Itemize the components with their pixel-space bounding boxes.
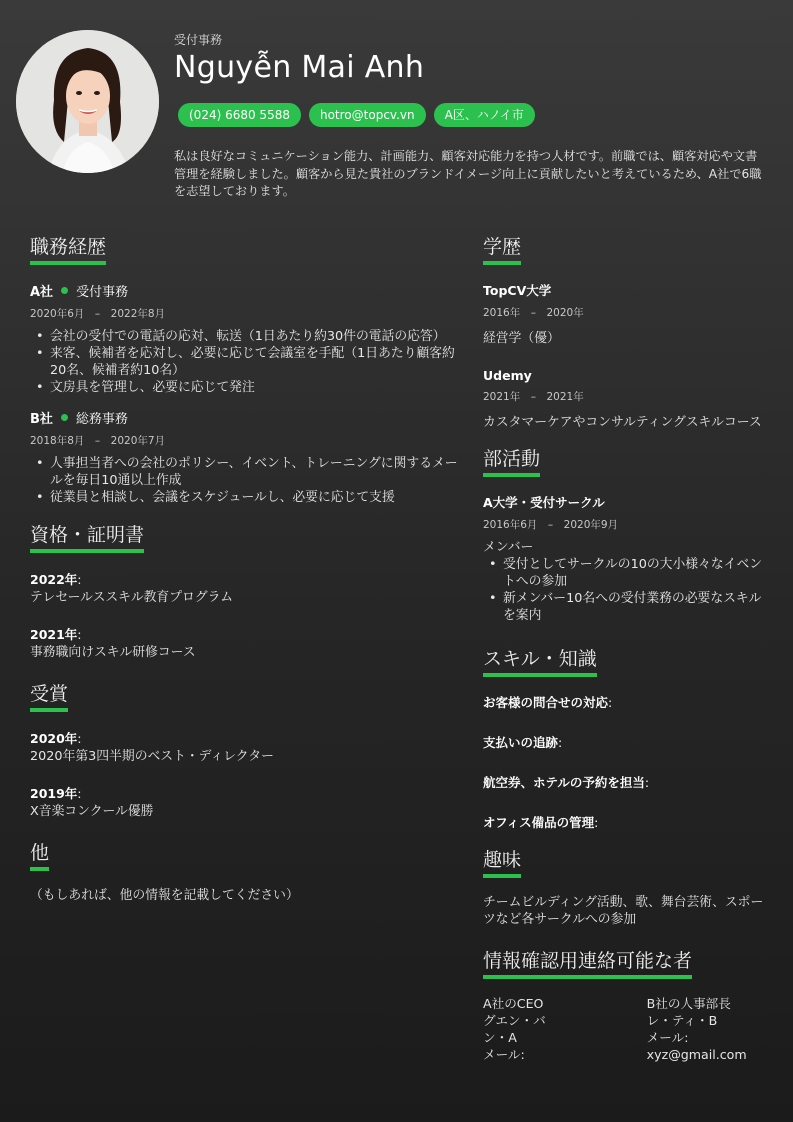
award-year: 2019年 [30, 786, 78, 801]
section-title-skills: スキル・知識 [483, 644, 597, 677]
reference-list [483, 995, 773, 1063]
award-year: 2020年 [30, 731, 78, 746]
reference-item [647, 995, 773, 1063]
skill-item [483, 693, 773, 711]
colon: : [594, 815, 599, 830]
reference-email: メール: xyz@gmail.com [646, 1030, 747, 1062]
work-bullets [30, 455, 460, 506]
company-name: B社 [30, 412, 53, 427]
section-title-references: 情報確認用連絡可能な者 [483, 946, 692, 979]
section-title-awards: 受賞 [30, 679, 68, 712]
skill-item [483, 813, 773, 831]
certs-section [30, 520, 460, 661]
cert-item [30, 624, 460, 661]
award-text: X音楽コンクール優勝 [30, 804, 154, 819]
phone-pill[interactable]: (024) 6680 5588 [178, 103, 301, 127]
education-entry [483, 281, 773, 346]
bullet-item: • 従業員と相談し、会議をスケジュールし、必要に応じて支援 [50, 489, 460, 506]
right-column [483, 232, 773, 1077]
colon: : [644, 775, 650, 790]
work-section [30, 232, 460, 506]
work-period: 2020年6月 – 2022年8月 [30, 308, 166, 320]
colon: : [608, 695, 613, 710]
clubs-section [483, 444, 773, 624]
reference-position: B社の人事部長 [646, 996, 731, 1011]
skill-label: オフィス備品の管理 [483, 815, 595, 830]
education-section [483, 232, 773, 430]
education-period: 2016年 – 2020年 [483, 307, 584, 319]
summary-text: 私は良好なコミュニケーション能力、計画能力、顧客対応能力を持つ人材です。前職では、顧客対応や文書管理を経験しました。顧客から見た貴社のブランドイメージ向上に貢献したいと考えているため、A社で6職を志望しております。 [174, 149, 762, 198]
club-name: A大学・受付サークル [483, 495, 605, 510]
job-title: 受付事務 [174, 33, 223, 47]
club-period: 2016年6月 – 2020年9月 [483, 519, 619, 531]
address-pill[interactable]: A区、ハノイ市 [434, 103, 535, 127]
left-column [30, 232, 460, 918]
bullet-item: • 新メンバー10名への受付業務の必要なスキルを案内 [503, 590, 773, 624]
role-name: 受付事務 [76, 285, 129, 300]
school-name: TopCV大学 [483, 283, 552, 298]
awards-section [30, 679, 460, 820]
section-title-education: 学歴 [483, 232, 521, 265]
colon: : [77, 732, 82, 747]
cert-item [30, 569, 460, 606]
work-bullets [30, 328, 460, 396]
profile-photo-illustration [16, 30, 159, 173]
references-section [483, 946, 773, 1063]
skill-label: 航空券、ホテルの予約を担当 [483, 775, 645, 790]
cert-year: 2021年 [30, 627, 78, 642]
other-text: （もしあれば、他の情報を記載してください） [30, 888, 299, 903]
award-item [30, 728, 460, 765]
skill-item [483, 773, 773, 791]
colon: : [77, 628, 82, 643]
dot-icon [61, 414, 68, 421]
role-name: 総務事務 [75, 412, 128, 427]
work-period: 2018年8月 – 2020年7月 [30, 435, 166, 447]
dot-icon [61, 287, 68, 294]
cert-text: 事務職向けスキル研修コース [30, 645, 196, 660]
school-name: Udemy [483, 368, 532, 383]
education-entry [483, 368, 773, 430]
cert-year: 2022年 [30, 572, 78, 587]
colon: : [558, 735, 563, 750]
section-title-hobbies: 趣味 [483, 845, 521, 878]
skill-label: お客様の問合せの対応 [483, 695, 609, 710]
colon: : [77, 573, 82, 588]
company-name: A社 [30, 285, 54, 300]
section-title-clubs: 部活動 [483, 444, 540, 477]
education-period: 2021年 – 2021年 [483, 391, 584, 403]
bullet-item: • 受付としてサークルの10の大小様々なイベントへの参加 [503, 556, 773, 590]
education-major: 経営学（優） [483, 331, 560, 346]
award-item [30, 783, 460, 820]
email-pill[interactable]: hotro@topcv.vn [309, 103, 426, 127]
club-bullets [483, 556, 773, 624]
skills-section [483, 644, 773, 831]
work-entry [30, 281, 460, 396]
hobbies-section [483, 845, 773, 928]
reference-position: A社のCEO [483, 996, 544, 1011]
skill-label: 支払いの追跡 [483, 735, 559, 750]
cert-text: テレセールススキル教育プログラム [30, 590, 234, 605]
reference-email: メール: [483, 1047, 525, 1062]
work-entry [30, 408, 460, 506]
candidate-name: Nguyễn Mai Anh [174, 50, 425, 85]
resume-header [0, 0, 793, 215]
section-title-other: 他 [30, 838, 49, 871]
profile-photo [16, 30, 159, 173]
bullet-item: • 来客、候補者を応対し、必要に応じて会議室を手配（1日あたり顧客約20名、候補者約10名） [50, 345, 460, 379]
contact-pills [178, 103, 535, 127]
bullet-item: • 文房具を管理し、必要に応じて発注 [50, 379, 460, 396]
hobbies-text: チームビルディング活動、歌、舞台芸術、スポーツなど各サークルへの参加 [483, 895, 764, 927]
award-text: 2020年第3四半期のベスト・ディレクター [30, 749, 274, 764]
other-section [30, 838, 460, 904]
colon: : [77, 787, 82, 802]
reference-name: レ・ティ・B [646, 1013, 718, 1028]
skill-item [483, 733, 773, 751]
reference-item [483, 995, 567, 1063]
reference-name: グエン・バン・A [483, 1013, 546, 1045]
bullet-item: • 会社の受付での電話の応対、転送（1日あたり約30件の電話の応答） [50, 328, 460, 345]
club-role: メンバー [483, 540, 534, 555]
education-major: カスタマーケアやコンサルティングスキルコース [483, 415, 762, 430]
bullet-item: • 人事担当者への会社のポリシー、イベント、トレーニングに関するメールを毎日10通以上作成 [50, 455, 460, 489]
section-title-work: 職務経歴 [30, 232, 106, 265]
section-title-certs: 資格・証明書 [30, 520, 144, 553]
